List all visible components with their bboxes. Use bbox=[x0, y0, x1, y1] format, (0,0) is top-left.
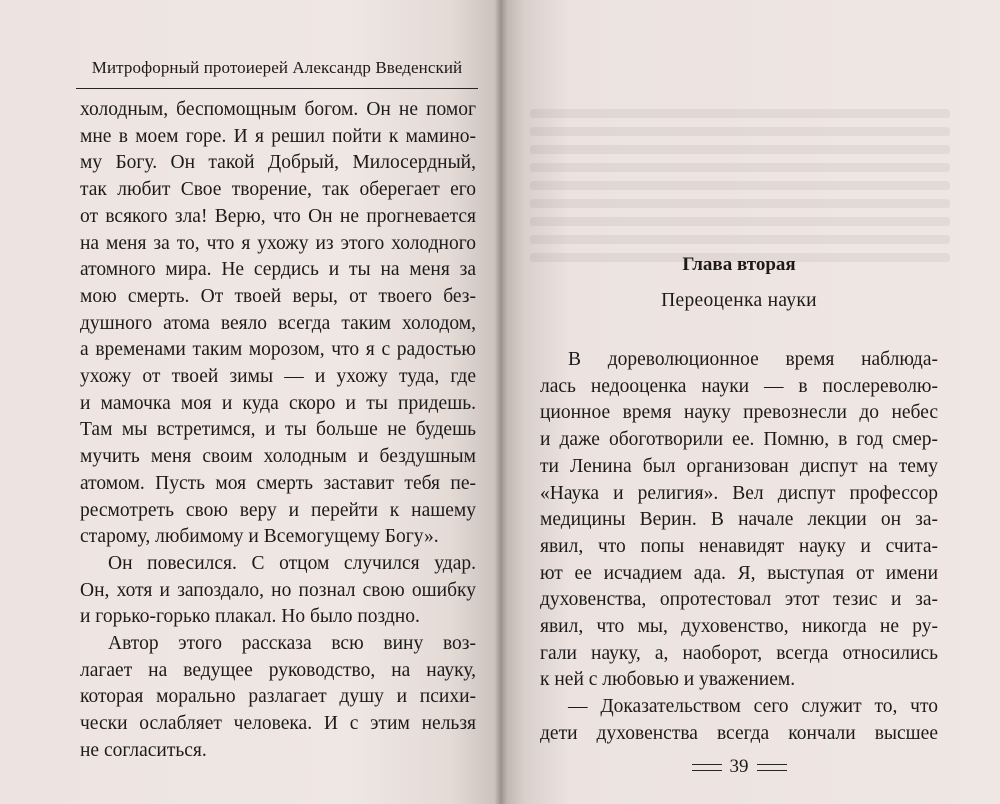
text-line: явил, что мы, духовенство, никогда не ру- bbox=[540, 616, 938, 638]
text-line: к ней с любовью и уважением. bbox=[540, 669, 796, 691]
page-number-value: 39 bbox=[729, 756, 749, 777]
text-line: мучить меня своим холодным и бездушным bbox=[80, 446, 476, 468]
text-line: гали науку, а, наоборот, всегда относились bbox=[540, 642, 938, 664]
text-line: ют ее исчадием ада. Я, выступая от имени bbox=[540, 562, 938, 584]
text-line: холодным, беспомощным богом. Он не помог bbox=[80, 99, 476, 120]
text-line: ционное время науку превознесли до небес bbox=[540, 402, 938, 424]
text-line: ухожу от твоей зимы — и ухожу туда, где bbox=[80, 366, 476, 388]
text-line: и мамочка моя и куда скоро и ты придешь. bbox=[80, 392, 476, 414]
text-line: атомом. Пусть моя смерть заставит тебя пе- bbox=[80, 472, 476, 494]
show-through-line bbox=[530, 217, 950, 226]
text-line: медицины Верин. В начале лекции он за- bbox=[540, 509, 938, 531]
text-line: мою смерть. От твоей веры, от твоего без- bbox=[80, 285, 476, 307]
left-page-body bbox=[80, 97, 476, 765]
text-line: атомного мира. Не сердись и ты на меня за bbox=[80, 259, 476, 281]
text-line: и горько-горько плакал. Но было поздно. bbox=[80, 606, 420, 628]
text-line: Там мы встретимся, и ты больше не будешь bbox=[80, 419, 476, 441]
book-gutter bbox=[494, 0, 508, 804]
text-line: не согласиться. bbox=[80, 739, 207, 761]
text-line: так любит Свое творение, так оберегает его bbox=[80, 179, 476, 201]
show-through-line bbox=[530, 127, 950, 136]
text-line: дети духовенства всегда кончали высшее bbox=[540, 722, 938, 744]
running-head-rule bbox=[76, 88, 478, 89]
text-line: мне в моем горе. И я решил пойти к мамино- bbox=[80, 125, 476, 147]
text-line: от всякого зла! Верю, что Он не прогневается bbox=[80, 205, 476, 227]
text-line: В дореволюционное время наблюда- bbox=[568, 349, 938, 370]
text-line: душного атома веяло всегда таким холодом, bbox=[80, 312, 476, 334]
text-line: духовенства, опротестовал этот тезис и за- bbox=[540, 589, 938, 611]
text-line: «Наука и религия». Вел диспут профессор bbox=[540, 482, 938, 504]
chapter-title: Глава вторая bbox=[682, 254, 796, 275]
page-number bbox=[540, 756, 938, 778]
text-line: на меня за то, что я ухожу из этого холодного bbox=[80, 232, 476, 254]
show-through-line bbox=[530, 109, 950, 118]
text-line: Он повесился. С отцом случился удар. bbox=[108, 552, 476, 574]
text-line: му Богу. Он такой Добрый, Милосердный, bbox=[80, 152, 476, 174]
text-line: — Доказательством сего служит то, что bbox=[568, 696, 938, 718]
show-through-line bbox=[530, 199, 950, 208]
text-line: лагает на ведущее руководство, на науку, bbox=[80, 659, 476, 681]
text-line: чески ослабляет человека. И с этим нельзя bbox=[80, 713, 476, 735]
text-line: ресмотреть свою веру и перейти к нашему bbox=[80, 499, 476, 521]
show-through-line bbox=[530, 145, 950, 154]
section-title: Переоценка науки bbox=[661, 290, 817, 311]
show-through-line bbox=[530, 163, 950, 172]
show-through-line bbox=[530, 235, 950, 244]
text-line: которая морально разлагает душу и психи- bbox=[80, 686, 476, 708]
text-line: Автор этого рассказа всю вину воз- bbox=[108, 633, 476, 655]
text-line: явил, что попы ненавидят науку и счита- bbox=[540, 535, 938, 557]
show-through-line bbox=[530, 181, 950, 190]
text-line: и даже обоготворили ее. Помню, в год смер- bbox=[540, 429, 938, 451]
text-line: ти Ленина был организован диспут на тему bbox=[540, 455, 938, 477]
running-head: Митрофорный протоиерей Александр Введенский bbox=[91, 58, 463, 77]
folio-ornament-right bbox=[757, 764, 787, 771]
folio-ornament-left bbox=[692, 764, 722, 771]
right-page-body bbox=[540, 347, 938, 748]
text-line: старому, любимому и Всемогущему Богу». bbox=[80, 526, 439, 548]
show-through-text bbox=[530, 100, 950, 271]
text-line: лась недооценка науки — в послереволю- bbox=[540, 375, 938, 397]
text-line: а временами таким морозом, что я с радостью bbox=[80, 339, 476, 361]
text-line: Он, хотя и запоздало, но познал свою ошибку bbox=[80, 579, 476, 601]
